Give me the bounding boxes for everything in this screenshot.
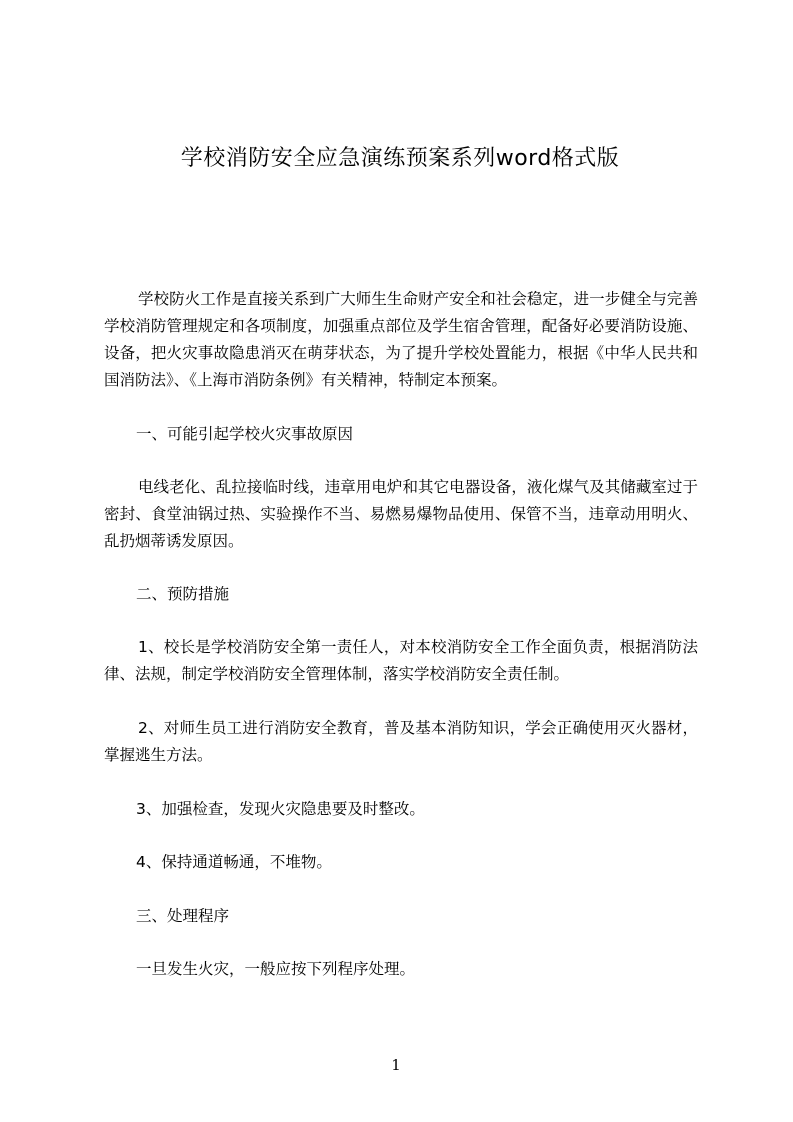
prevention-item-2: 2、对师生员工进行消防安全教育，普及基本消防知识，学会正确使用灭火器材，掌握逃生方法。 (104, 719, 698, 764)
fire-causes-paragraph: 电线老化、乱拉接临时线，违章用电炉和其它电器设备，液化煤气及其储藏室过于密封、食堂油锅过热、实验操作不当、易燃易爆物品使用、保管不当，违章动用明火、乱扔烟蒂诱发原因。 (104, 478, 698, 550)
section-heading-prevention: 二、预防措施 (136, 585, 230, 603)
prevention-item-4: 4、保持通道畅通，不堆物。 (136, 853, 332, 871)
procedure-paragraph: 一旦发生火灾，一般应按下列程序处理。 (136, 960, 416, 978)
intro-paragraph: 学校防火工作是直接关系到广大师生生命财产安全和社会稳定，进一步健全与完善学校消防管理规定和各项制度，加强重点部位及学生宿舍管理，配备好必要消防设施、设备，把火灾事故隐患消灭在萌芽状态，为了提升学校处置能力，根据《中华人民共和国消防法》、《上海市消防条例》有关精神，特制定本预案。 (104, 290, 698, 389)
section-heading-fire-causes: 一、可能引起学校火灾事故原因 (136, 425, 354, 443)
document-title: 学校消防安全应急演练预案系列word格式版 (180, 146, 620, 171)
page-number: 1 (391, 1056, 401, 1074)
section-heading-procedure: 三、处理程序 (136, 907, 230, 925)
prevention-item-3: 3、加强检查，发现火灾隐患要及时整改。 (136, 800, 425, 818)
prevention-item-1: 1、校长是学校消防安全第一责任人，对本校消防安全工作全面负责，根据消防法律、法规，制定学校消防安全管理体制，落实学校消防安全责任制。 (104, 638, 698, 683)
